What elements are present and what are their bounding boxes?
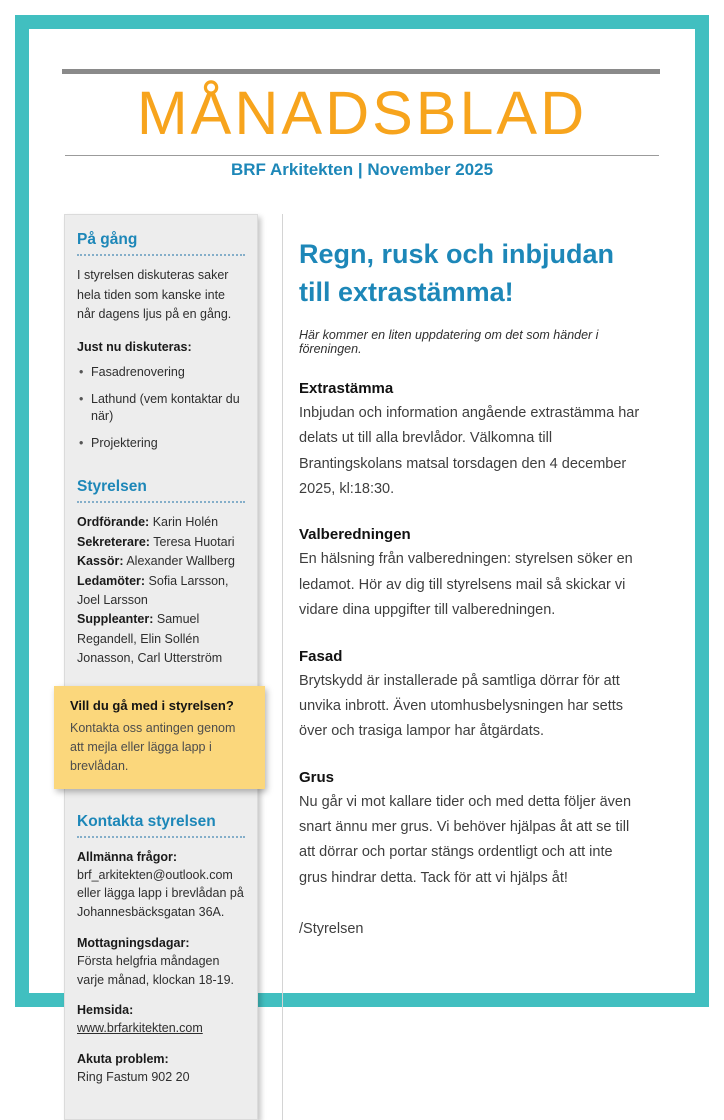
section-styrelsen bbox=[77, 470, 245, 668]
section-body: En hälsning från valberedningen: styrelsen söker en ledamot. Hör av dig till styrelsens mail så skickar vi vidare dina uppgifter till valberedningen. bbox=[299, 551, 633, 619]
article-sections bbox=[299, 380, 640, 891]
section-kontakta bbox=[77, 805, 245, 1087]
section-heading: Extrastämma bbox=[299, 379, 394, 397]
board-role: Suppleanter: Samuel Regandell, Elin Sollén Jonasson, Carl Utterström bbox=[77, 612, 223, 666]
contact-entry bbox=[77, 936, 245, 990]
contact-label: Akuta problem: bbox=[77, 1052, 169, 1067]
contact-label: Allmänna frågor: bbox=[77, 849, 178, 864]
board-role: Ledamöter: Sofia Larsson, Joel Larsson bbox=[77, 573, 229, 607]
sidebar-heading-pa-gang: På gång bbox=[77, 223, 245, 256]
section-body: Nu går vi mot kallare tider och med detta följer även snart ännu mer grus. Vi behöver hjälpas åt att se till att dörrar och portar stängs ordentligt och att inte grus hindrar detta. Tack för att vi hjälps åt! bbox=[299, 793, 632, 886]
board-role: Kassör: Alexander Wallberg bbox=[77, 554, 235, 569]
section-heading: Valberedningen bbox=[299, 526, 411, 544]
section-body: Inbjudan och information angående extrastämma har delats ut till alla brevlådor. Välkomna till Brantingskolans matsal torsdagen den 4 december 2025, kl:18:30. bbox=[299, 404, 640, 498]
list-item: • Lathund (vem kontaktar du när) bbox=[77, 391, 245, 426]
join-board-callout bbox=[54, 686, 265, 788]
contact-text: Ring Fastum 902 20 bbox=[77, 1070, 190, 1085]
article-section bbox=[299, 526, 640, 623]
contact-text: brf_arkitekten@outlook.com eller lägga lapp i brevlådan på Johannesbäcksgatan 36A. bbox=[77, 867, 244, 920]
board-role: Ordförande: Karin Holén bbox=[77, 515, 219, 530]
contact-label: Hemsida: bbox=[77, 1003, 134, 1018]
contact-text: Första helgfria måndagen varje månad, klockan 18-19. bbox=[77, 953, 235, 987]
board-role-label: Sekreterare: bbox=[77, 534, 150, 549]
article-section bbox=[299, 769, 640, 892]
article-section bbox=[299, 380, 640, 503]
article-headline: Regn, rusk och inbjudan till extrastämma! bbox=[299, 239, 615, 308]
board-roles bbox=[77, 513, 245, 668]
contact-entry bbox=[77, 1003, 245, 1038]
newsletter-page bbox=[29, 29, 695, 1120]
list-item: • Fasadrenovering bbox=[77, 364, 245, 382]
section-pa-gang bbox=[77, 223, 245, 452]
list-item: • Projektering bbox=[77, 435, 245, 453]
title-divider bbox=[65, 155, 659, 156]
contact-entry bbox=[77, 850, 245, 922]
contact-label: Mottagningsdagar: bbox=[77, 935, 190, 950]
sidebar-heading-styrelsen: Styrelsen bbox=[77, 470, 245, 503]
sidebar-heading-kontakta: Kontakta styrelsen bbox=[77, 805, 245, 838]
newsletter-title: MÅNADSBLAD bbox=[136, 79, 588, 147]
body-columns bbox=[64, 214, 695, 1120]
website-link[interactable]: www.brfarkitekten.com bbox=[77, 1021, 203, 1036]
board-role-label: Ordförande: bbox=[77, 515, 150, 530]
section-heading: Fasad bbox=[299, 647, 343, 665]
sidebar bbox=[64, 214, 258, 1120]
board-role-label: Ledamöter: bbox=[77, 573, 146, 588]
pa-gang-intro: I styrelsen diskuteras saker hela tiden som kanske inte når dagens ljus på en gång. bbox=[77, 268, 232, 322]
contact-entry bbox=[77, 1052, 245, 1087]
main-article bbox=[282, 214, 695, 1120]
article-lead: Här kommer en liten uppdatering om det som händer i föreningen. bbox=[299, 327, 599, 356]
newsletter-subtitle: BRF Arkitekten | November 2025 bbox=[230, 160, 494, 180]
callout-text: Kontakta oss antingen genom att mejla eller lägga lapp i brevlådan. bbox=[70, 721, 236, 773]
section-heading: Grus bbox=[299, 768, 335, 786]
sidebar-box bbox=[64, 214, 258, 1120]
discussion-list-label: Just nu diskuteras: bbox=[77, 340, 192, 355]
board-role: Sekreterare: Teresa Huotari bbox=[77, 534, 235, 549]
callout-title: Vill du gå med i styrelsen? bbox=[70, 698, 234, 714]
article-signoff: /Styrelsen bbox=[299, 921, 364, 938]
board-role-label: Kassör: bbox=[77, 554, 124, 569]
article-section bbox=[299, 648, 640, 745]
board-role-label: Suppleanter: bbox=[77, 612, 154, 627]
discussion-list bbox=[77, 364, 245, 452]
section-body: Brytskydd är installerade på samtliga dörrar för att unvika inbrott. Även utomhusbelysningen har setts över och trasiga lampor har åtgärdats. bbox=[299, 672, 624, 740]
contact-entries bbox=[77, 850, 245, 1087]
